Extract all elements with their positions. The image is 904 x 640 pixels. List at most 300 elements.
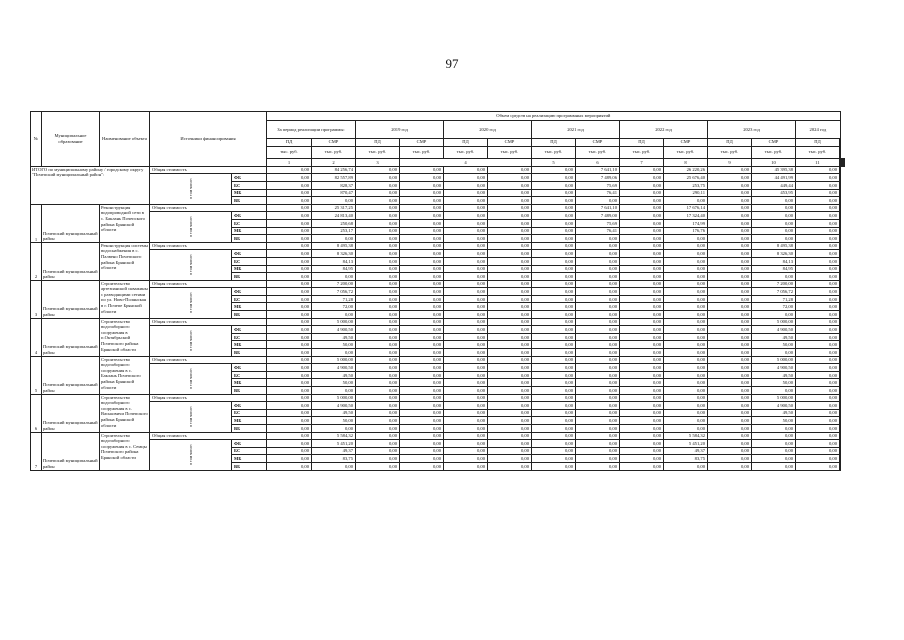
value-cell: 0,00 xyxy=(708,341,752,349)
column-number: 4 xyxy=(400,159,532,167)
value-cell: 0,00 xyxy=(796,455,840,463)
value-cell: 0,00 xyxy=(400,356,444,364)
value-cell: 0,00 xyxy=(576,333,620,341)
header-pd: ПД xyxy=(532,139,576,147)
value-cell: 0,00 xyxy=(488,189,532,197)
header-municipality: Муниципальное образование xyxy=(42,112,100,167)
value-cell: 0,00 xyxy=(400,197,444,205)
source-label: ФБ xyxy=(232,250,267,258)
vertical-label: в том числе: xyxy=(187,253,193,275)
project-municipality: Почепский муниципальный район xyxy=(42,280,100,318)
value-cell: 0,00 xyxy=(532,204,576,212)
value-cell: 0,00 xyxy=(488,417,532,425)
value-cell: 0,00 xyxy=(488,432,532,440)
value-cell: 0,00 xyxy=(664,371,708,379)
value-cell: 5 451,20 xyxy=(664,440,708,448)
value-cell: 5 000,00 xyxy=(312,356,356,364)
value-cell: 0,00 xyxy=(444,333,488,341)
value-cell xyxy=(840,462,841,470)
source-label: ВБ xyxy=(232,311,267,319)
value-cell: 0,00 xyxy=(532,326,576,334)
value-cell: 84,13 xyxy=(752,257,796,265)
value-cell: 0,00 xyxy=(796,212,840,220)
header-period-2023: 2023 год xyxy=(708,121,796,139)
source-label: БС xyxy=(232,333,267,341)
value-cell: 0,00 xyxy=(356,387,400,395)
header-unit: тыс. руб. xyxy=(576,146,620,159)
value-cell: 0,00 xyxy=(796,326,840,334)
value-cell: 0,00 xyxy=(664,295,708,303)
value-cell: 0,00 xyxy=(400,303,444,311)
value-cell: 0,00 xyxy=(576,356,620,364)
value-cell: 0,00 xyxy=(356,417,400,425)
value-cell: 0,00 xyxy=(356,394,400,402)
source-label: МБ xyxy=(232,303,267,311)
value-cell: 0,00 xyxy=(620,227,664,235)
project-row xyxy=(31,212,845,220)
value-cell: 0,00 xyxy=(356,212,400,220)
source-label: ВБ xyxy=(232,235,267,243)
value-cell: 0,00 xyxy=(312,311,356,319)
value-cell: 0,00 xyxy=(488,333,532,341)
value-cell: 0,00 xyxy=(796,447,840,455)
value-cell: 8 495,38 xyxy=(752,242,796,250)
total-cost-label: Общая стоимость xyxy=(150,356,267,364)
value-cell: 4 900,50 xyxy=(312,326,356,334)
value-cell: 0,00 xyxy=(488,440,532,448)
header-smr: СМР xyxy=(664,139,708,147)
value-cell: 0,00 xyxy=(708,402,752,410)
value-cell: 0,00 xyxy=(576,394,620,402)
value-cell: 0,00 xyxy=(356,364,400,372)
value-cell xyxy=(840,455,841,463)
value-cell: 0,00 xyxy=(708,394,752,402)
value-cell: 0,00 xyxy=(620,189,664,197)
value-cell: 0,00 xyxy=(576,462,620,470)
value-cell: 0,00 xyxy=(400,166,444,174)
source-label: ФБ xyxy=(232,402,267,410)
source-label: МБ xyxy=(232,341,267,349)
value-cell: 0,00 xyxy=(532,371,576,379)
value-cell: 0,00 xyxy=(356,447,400,455)
value-cell xyxy=(840,181,841,189)
header-unit: тыс. руб. xyxy=(267,146,312,159)
value-cell: 0,00 xyxy=(664,280,708,288)
value-cell: 0,00 xyxy=(488,387,532,395)
value-cell: 0,00 xyxy=(488,326,532,334)
value-cell: 0,00 xyxy=(267,227,312,235)
value-cell: 0,00 xyxy=(444,265,488,273)
vertical-label: в том числе: xyxy=(187,291,193,313)
value-cell: 0,00 xyxy=(267,356,312,364)
value-cell: 0,00 xyxy=(620,204,664,212)
value-cell: 0,00 xyxy=(488,242,532,250)
value-cell: 0,00 xyxy=(620,181,664,189)
column-number: 9 xyxy=(708,159,752,167)
value-cell: 0,00 xyxy=(488,166,532,174)
value-cell: 453,95 xyxy=(752,189,796,197)
value-cell: 0,00 xyxy=(664,379,708,387)
header-num: № xyxy=(31,112,42,167)
value-cell: 0,00 xyxy=(532,455,576,463)
header-unit xyxy=(840,146,841,159)
value-cell: 0,00 xyxy=(444,379,488,387)
value-cell xyxy=(840,189,841,197)
value-cell: 0,00 xyxy=(267,394,312,402)
value-cell: 84,13 xyxy=(312,257,356,265)
value-cell: 0,00 xyxy=(664,356,708,364)
value-cell: 0,00 xyxy=(708,174,752,182)
source-label: БС xyxy=(232,409,267,417)
value-cell: 0,00 xyxy=(620,424,664,432)
project-object: Строительство водозаборного сооружения в п.Октябрьский Почепского района Брянской области xyxy=(100,318,150,356)
value-cell: 0,00 xyxy=(752,432,796,440)
value-cell: 0,00 xyxy=(444,288,488,296)
value-cell xyxy=(840,273,841,281)
value-cell: 0,00 xyxy=(267,387,312,395)
value-cell: 0,00 xyxy=(620,394,664,402)
value-cell: 0,00 xyxy=(532,273,576,281)
value-cell xyxy=(840,219,841,227)
value-cell: 0,00 xyxy=(620,455,664,463)
value-cell: 0,00 xyxy=(708,265,752,273)
value-cell: 0,00 xyxy=(488,181,532,189)
value-cell: 0,00 xyxy=(444,174,488,182)
value-cell: 0,00 xyxy=(356,265,400,273)
project-object: Строительство водозаборного сооружения в с. Баклань Почепского района Брянской области xyxy=(100,356,150,394)
value-cell: 0,00 xyxy=(708,326,752,334)
value-cell xyxy=(840,379,841,387)
project-municipality: Почепский муниципальный район xyxy=(42,432,100,470)
value-cell: 0,00 xyxy=(400,174,444,182)
value-cell: 0,00 xyxy=(267,462,312,470)
value-cell: 0,00 xyxy=(620,402,664,410)
value-cell: 25 317,25 xyxy=(312,204,356,212)
financing-table xyxy=(30,111,845,471)
value-cell: 0,00 xyxy=(708,447,752,455)
project-municipality: Почепский муниципальный район xyxy=(42,318,100,356)
summary-row xyxy=(31,174,845,182)
value-cell: 0,00 xyxy=(488,227,532,235)
value-cell: 0,00 xyxy=(312,387,356,395)
source-label: ФБ xyxy=(232,326,267,334)
source-label: ВБ xyxy=(232,462,267,470)
value-cell: 0,00 xyxy=(444,356,488,364)
value-cell: 0,00 xyxy=(444,432,488,440)
value-cell: 4 900,50 xyxy=(752,402,796,410)
value-cell: 0,00 xyxy=(400,227,444,235)
value-cell: 0,00 xyxy=(752,424,796,432)
value-cell: 0,00 xyxy=(267,242,312,250)
value-cell: 0,00 xyxy=(664,250,708,258)
in-that-number-label xyxy=(150,250,232,280)
project-municipality: Почепский муниципальный район xyxy=(42,356,100,394)
in-that-number-label xyxy=(150,212,232,242)
value-cell: 0,00 xyxy=(576,402,620,410)
value-cell: 17 324,40 xyxy=(664,212,708,220)
value-cell: 0,00 xyxy=(620,447,664,455)
project-object: Реконструкция водопроводной сети в с. Баклань Почепского района Брянской области xyxy=(100,204,150,242)
value-cell: 0,00 xyxy=(267,303,312,311)
value-cell xyxy=(840,447,841,455)
value-cell: 0,00 xyxy=(620,295,664,303)
value-cell: 4 900,50 xyxy=(752,364,796,372)
project-number: 1 xyxy=(31,204,42,242)
value-cell: 0,00 xyxy=(708,197,752,205)
value-cell xyxy=(840,417,841,425)
value-cell: 0,00 xyxy=(664,257,708,265)
total-cost-label: Общая стоимость xyxy=(150,318,267,326)
value-cell: 0,00 xyxy=(576,447,620,455)
column-number: 6 xyxy=(576,159,620,167)
value-cell: 0,00 xyxy=(532,356,576,364)
value-cell: 0,00 xyxy=(620,387,664,395)
value-cell: 0,00 xyxy=(796,181,840,189)
value-cell: 0,00 xyxy=(400,326,444,334)
header-volume: Объем средств на реализацию программных мероприятий xyxy=(267,112,841,121)
value-cell: 0,00 xyxy=(400,387,444,395)
value-cell: 49,37 xyxy=(664,447,708,455)
value-cell: 0,00 xyxy=(267,326,312,334)
value-cell: 0,00 xyxy=(532,257,576,265)
value-cell: 0,00 xyxy=(796,394,840,402)
value-cell: 0,00 xyxy=(267,219,312,227)
value-cell: 253,75 xyxy=(664,181,708,189)
value-cell: 84,95 xyxy=(312,265,356,273)
source-label: МБ xyxy=(232,265,267,273)
value-cell: 83,75 xyxy=(664,455,708,463)
value-cell: 7 056,72 xyxy=(312,288,356,296)
value-cell: 0,00 xyxy=(267,402,312,410)
value-cell xyxy=(840,409,841,417)
value-cell: 0,00 xyxy=(664,242,708,250)
value-cell: 76,41 xyxy=(576,189,620,197)
value-cell: 0,00 xyxy=(400,280,444,288)
value-cell: 0,00 xyxy=(620,409,664,417)
project-municipality: Почепский муниципальный район xyxy=(42,394,100,432)
value-cell: 0,00 xyxy=(576,250,620,258)
value-cell: 0,00 xyxy=(708,387,752,395)
value-cell: 0,00 xyxy=(444,417,488,425)
value-cell xyxy=(840,250,841,258)
value-cell: 0,00 xyxy=(708,288,752,296)
value-cell: 0,00 xyxy=(620,257,664,265)
value-cell: 0,00 xyxy=(488,318,532,326)
value-cell: 0,00 xyxy=(532,197,576,205)
project-row xyxy=(31,402,845,410)
value-cell: 174,99 xyxy=(664,219,708,227)
value-cell: 0,00 xyxy=(752,462,796,470)
value-cell: 0,00 xyxy=(796,379,840,387)
value-cell: 0,00 xyxy=(400,189,444,197)
value-cell: 0,00 xyxy=(400,212,444,220)
value-cell: 71,28 xyxy=(752,295,796,303)
value-cell: 0,00 xyxy=(708,295,752,303)
value-cell: 0,00 xyxy=(400,462,444,470)
value-cell: 0,00 xyxy=(752,440,796,448)
value-cell: 0,00 xyxy=(796,219,840,227)
header-unit: тыс. руб. xyxy=(796,146,840,159)
value-cell: 0,00 xyxy=(796,371,840,379)
value-cell: 0,00 xyxy=(664,326,708,334)
value-cell: 0,00 xyxy=(664,197,708,205)
value-cell: 0,00 xyxy=(312,349,356,357)
value-cell xyxy=(840,235,841,243)
value-cell: 0,00 xyxy=(356,371,400,379)
header-unit: тыс. руб. xyxy=(708,146,752,159)
value-cell: 0,00 xyxy=(444,212,488,220)
value-cell: 0,00 xyxy=(752,447,796,455)
value-cell: 5 584,32 xyxy=(312,432,356,440)
source-label: ФБ xyxy=(232,212,267,220)
value-cell: 0,00 xyxy=(267,235,312,243)
value-cell: 0,00 xyxy=(400,333,444,341)
value-cell: 0,00 xyxy=(267,204,312,212)
project-row xyxy=(31,250,845,258)
header-smr: СМР xyxy=(752,139,796,147)
value-cell: 0,00 xyxy=(532,311,576,319)
value-cell: 0,00 xyxy=(488,197,532,205)
value-cell xyxy=(840,432,841,440)
value-cell: 0,00 xyxy=(488,349,532,357)
value-cell: 0,00 xyxy=(796,356,840,364)
value-cell: 25 676,40 xyxy=(664,174,708,182)
value-cell: 0,00 xyxy=(620,349,664,357)
value-cell: 49,50 xyxy=(312,371,356,379)
value-cell: 0,00 xyxy=(356,280,400,288)
value-cell: 0,00 xyxy=(796,242,840,250)
value-cell: 50,00 xyxy=(752,341,796,349)
value-cell: 0,00 xyxy=(356,174,400,182)
value-cell: 49,50 xyxy=(312,333,356,341)
value-cell: 5 000,00 xyxy=(752,356,796,364)
value-cell: 72,00 xyxy=(752,303,796,311)
value-cell: 0,00 xyxy=(356,341,400,349)
value-cell: 0,00 xyxy=(532,349,576,357)
vertical-label: в том числе: xyxy=(187,367,193,389)
value-cell: 0,00 xyxy=(664,387,708,395)
source-label: МБ xyxy=(232,417,267,425)
value-cell: 0,00 xyxy=(708,219,752,227)
value-cell: 0,00 xyxy=(444,402,488,410)
value-cell: 0,00 xyxy=(576,280,620,288)
value-cell: 7 489,00 xyxy=(576,212,620,220)
value-cell: 0,00 xyxy=(532,341,576,349)
value-cell: 0,00 xyxy=(708,462,752,470)
value-cell: 0,00 xyxy=(488,204,532,212)
value-cell: 0,00 xyxy=(356,440,400,448)
project-number: 4 xyxy=(31,318,42,356)
value-cell: 0,00 xyxy=(620,356,664,364)
value-cell: 0,00 xyxy=(356,432,400,440)
column-number: 3 xyxy=(356,159,400,167)
value-cell: 0,00 xyxy=(488,273,532,281)
source-label: МБ xyxy=(232,455,267,463)
value-cell: 449,44 xyxy=(752,181,796,189)
value-cell: 0,00 xyxy=(708,379,752,387)
value-cell: 8 495,38 xyxy=(312,242,356,250)
header-smr xyxy=(840,139,841,147)
value-cell: 0,00 xyxy=(620,364,664,372)
value-cell: 0,00 xyxy=(444,181,488,189)
value-cell: 0,00 xyxy=(708,349,752,357)
value-cell: 0,00 xyxy=(488,341,532,349)
value-cell: 0,00 xyxy=(664,424,708,432)
value-cell: 0,00 xyxy=(796,174,840,182)
value-cell: 0,00 xyxy=(532,166,576,174)
value-cell: 0,00 xyxy=(620,462,664,470)
source-label: МБ xyxy=(232,189,267,197)
value-cell: 0,00 xyxy=(796,432,840,440)
value-cell: 0,00 xyxy=(356,242,400,250)
value-cell: 0,00 xyxy=(796,273,840,281)
value-cell: 0,00 xyxy=(620,166,664,174)
value-cell: 0,00 xyxy=(796,409,840,417)
value-cell: 0,00 xyxy=(532,242,576,250)
value-cell: 0,00 xyxy=(796,303,840,311)
value-cell: 0,00 xyxy=(400,379,444,387)
value-cell: 0,00 xyxy=(576,242,620,250)
value-cell: 0,00 xyxy=(708,318,752,326)
project-number: 6 xyxy=(31,394,42,432)
total-cost-label: Общая стоимость xyxy=(150,432,267,440)
value-cell: 0,00 xyxy=(620,235,664,243)
value-cell: 0,00 xyxy=(267,455,312,463)
value-cell: 0,00 xyxy=(708,303,752,311)
value-cell: 0,00 xyxy=(576,364,620,372)
value-cell: 0,00 xyxy=(488,424,532,432)
source-label: ФБ xyxy=(232,440,267,448)
header-pd: ПД xyxy=(620,139,664,147)
value-cell: 0,00 xyxy=(708,189,752,197)
value-cell: 0,00 xyxy=(267,318,312,326)
in-that-number-label xyxy=(150,326,232,356)
value-cell: 5 584,32 xyxy=(664,432,708,440)
project-row xyxy=(31,242,845,250)
value-cell: 76,41 xyxy=(576,227,620,235)
value-cell: 0,00 xyxy=(444,318,488,326)
value-cell: 0,00 xyxy=(796,341,840,349)
value-cell: 0,00 xyxy=(708,409,752,417)
value-cell: 0,00 xyxy=(444,273,488,281)
value-cell: 0,00 xyxy=(796,364,840,372)
header-unit: тыс. руб. xyxy=(400,146,444,159)
value-cell: 0,00 xyxy=(356,189,400,197)
value-cell xyxy=(840,257,841,265)
project-number: 2 xyxy=(31,242,42,280)
summary-title: ИТОГО по муниципальному району / городскому округу "Почепский муниципальный район": xyxy=(31,166,150,204)
value-cell: 0,00 xyxy=(356,333,400,341)
header-unit: тыс. руб. xyxy=(532,146,576,159)
value-cell: 0,00 xyxy=(267,288,312,296)
value-cell: 0,00 xyxy=(796,387,840,395)
value-cell: 0,00 xyxy=(796,189,840,197)
value-cell xyxy=(840,326,841,334)
value-cell: 0,00 xyxy=(356,303,400,311)
value-cell: 0,00 xyxy=(444,455,488,463)
value-cell xyxy=(840,394,841,402)
value-cell: 290,11 xyxy=(664,189,708,197)
value-cell: 0,00 xyxy=(620,280,664,288)
value-cell: 0,00 xyxy=(796,318,840,326)
header-smr: СМР xyxy=(488,139,532,147)
value-cell: 0,00 xyxy=(532,462,576,470)
value-cell: 0,00 xyxy=(400,265,444,273)
value-cell: 0,00 xyxy=(532,280,576,288)
value-cell: 0,00 xyxy=(796,440,840,448)
value-cell xyxy=(840,356,841,364)
value-cell: 0,00 xyxy=(620,440,664,448)
